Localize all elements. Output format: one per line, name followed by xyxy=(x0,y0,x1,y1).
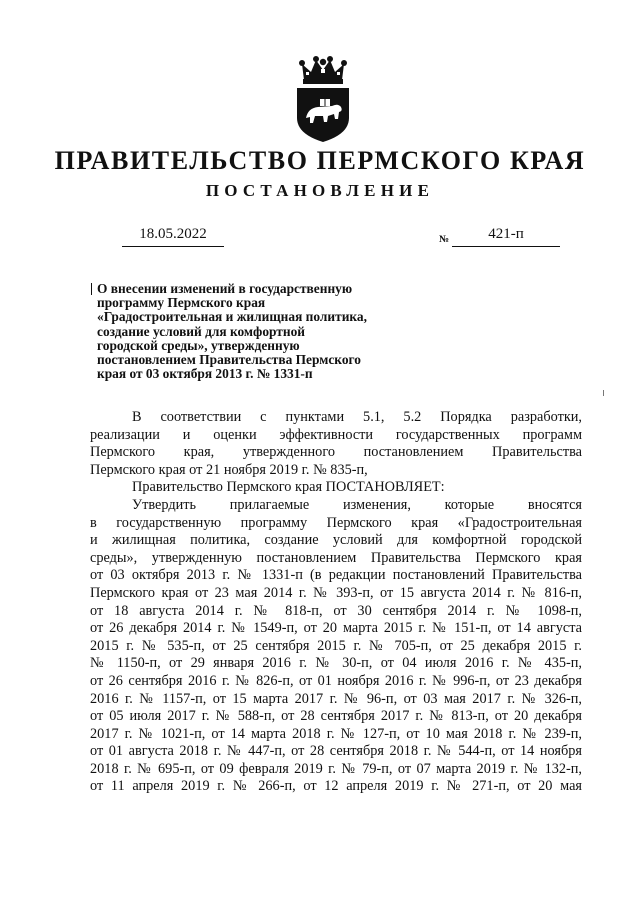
body-line: Пермского края, утвержденного постановлением Правительства xyxy=(90,444,582,461)
body-line: реализации и оценки эффективности государственных программ xyxy=(90,426,582,443)
body-line: в государственную программу Пермского края «Градостроительная xyxy=(90,514,582,531)
number-sign: № xyxy=(439,234,450,245)
body-line: Пермского края от 23 мая 2014 г. № 393-п, от 15 августа 2014 г. № 816-п, xyxy=(90,584,582,601)
body-line: 2017 г. № 1021-п, от 14 марта 2018 г. № 127-п, от 10 мая 2018 г. № 239-п, xyxy=(90,725,582,742)
subject-line: программу Пермского края xyxy=(97,295,266,311)
document-number: 421-п xyxy=(452,226,560,247)
body-line: от 18 августа 2014 г. № 818-п, от 30 сентября 2014 г. № 1098-п, xyxy=(90,602,582,619)
body-line: Утвердить прилагаемые изменения, которые вносятся xyxy=(132,496,582,513)
body-line: среды», утвержденную постановлением Правительства Пермского края xyxy=(90,549,582,566)
subject-line: городской среды», утвержденную xyxy=(97,337,300,353)
body-line: от 26 сентября 2016 г. № 826-п, от 01 ноября 2016 г. № 996-п, от 23 декабря xyxy=(90,672,582,689)
subject-line: края от 03 октября 2013 г. № 1331-п xyxy=(97,366,313,382)
paragraph-approve xyxy=(90,497,582,796)
document-type: ПОСТАНОВЛЕНИЕ xyxy=(205,181,435,200)
scan-mark xyxy=(603,390,604,396)
paragraph-grounds xyxy=(90,409,582,479)
subject-bracket-mark xyxy=(91,283,96,295)
subject-line: «Градостроительная и жилищная политика, xyxy=(97,309,367,325)
body-line: Пермского края от 21 ноября 2019 г. № 835-п, xyxy=(90,461,368,478)
body-line: 2018 г. № 695-п, от 09 февраля 2019 г. № 79-п, от 07 марта 2019 г. № 132-п, xyxy=(90,760,582,777)
paragraph-resolves: Правительство Пермского края ПОСТАНОВЛЯЕТ: xyxy=(132,479,445,496)
subject-line: постановлением Правительства Пермского xyxy=(97,352,361,368)
government-title: ПРАВИТЕЛЬСТВО ПЕРМСКОГО КРАЯ xyxy=(54,146,586,175)
body-line: от 26 декабря 2014 г. № 1549-п, от 20 марта 2015 г. № 151-п, от 14 августа xyxy=(90,620,582,637)
subject-line: создание условий для комфортной xyxy=(97,323,305,339)
body-line: № 1150-п, от 29 января 2016 г. № 30-п, от 04 июля 2016 г. № 435-п, xyxy=(90,655,582,672)
body-line: В соответствии с пунктами 5.1, 5.2 Порядка разработки, xyxy=(132,409,582,425)
body-line: и жилищная политика, создание условий для комфортной городской xyxy=(90,532,582,549)
body-line: от 11 апреля 2019 г. № 266-п, от 12 апреля 2019 г. № 271-п, от 20 мая xyxy=(90,778,582,795)
document-date: 18.05.2022 xyxy=(122,226,224,247)
perm-krai-coat-of-arms-icon xyxy=(294,56,352,142)
body-line: 2015 г. № 535-п, от 25 сентября 2015 г. № 705-п, от 25 декабря 2015 г. xyxy=(90,637,582,654)
subject-line: О внесении изменений в государственную xyxy=(97,281,353,296)
document-subject xyxy=(97,282,427,381)
body-line: от 05 июля 2017 г. № 588-п, от 28 сентября 2017 г. № 813-п, от 20 декабря xyxy=(90,708,582,725)
document-body xyxy=(90,409,582,796)
body-line: от 03 октября 2013 г. № 1331-п (в редакции постановлений Правительства xyxy=(90,567,582,584)
body-line: 2016 г. № 1157-п, от 15 марта 2017 г. № 96-п, от 03 мая 2017 г. № 326-п, xyxy=(90,690,582,707)
body-line: от 01 августа 2018 г. № 447-п, от 28 сентября 2018 г. № 544-п, от 14 ноября xyxy=(90,743,582,760)
